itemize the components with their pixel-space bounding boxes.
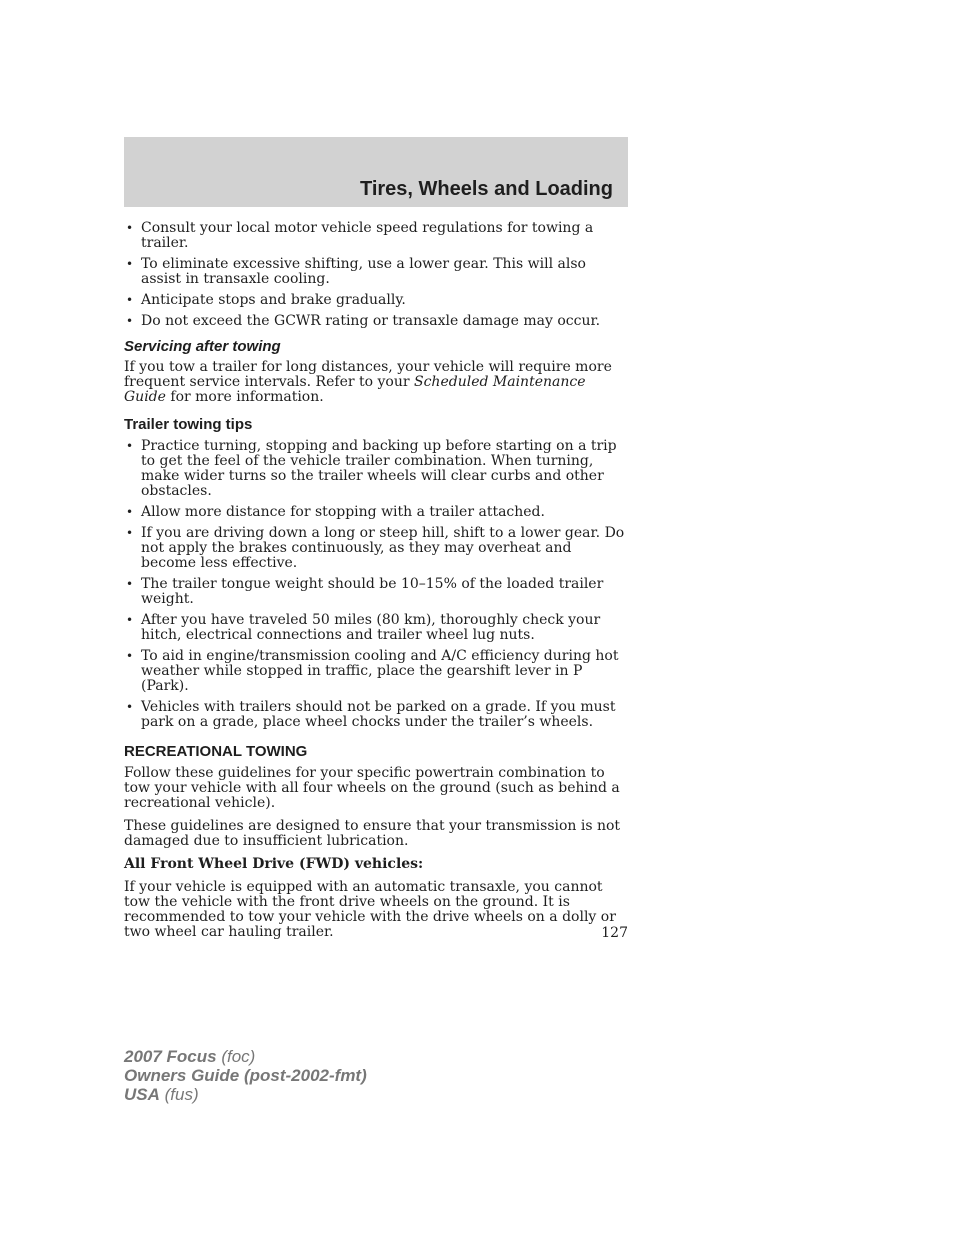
list-item: • After you have traveled 50 miles (80 km), thoroughly check your hitch, electrical connections and trailer wheel lug nuts. <box>126 612 601 643</box>
bullet-icon: • <box>126 505 134 519</box>
bullet-icon: • <box>126 613 134 627</box>
list-item: • Anticipate stops and brake gradually. <box>126 292 406 308</box>
bullet-icon: • <box>126 257 134 271</box>
bullet-list-tips <box>124 439 628 730</box>
bullet-icon: • <box>126 314 134 328</box>
page-content <box>124 221 628 948</box>
maintenance-guide-reference: Scheduled Maintenance Guide <box>124 374 586 405</box>
bullet-icon: • <box>126 700 134 714</box>
list-item: • If you are driving down a long or steep hill, shift to a lower gear. Do not apply the brakes continuously, as they may overheat and become less effective. <box>126 525 625 571</box>
recreational-paragraph-1: Follow these guidelines for your specific powertrain combination to tow your vehicle with all four wheels on the ground (such as behind a recreational vehicle). <box>124 765 620 811</box>
recreational-paragraph-2: These guidelines are designed to ensure that your transmission is not damaged due to insufficient lubrication. <box>124 818 621 849</box>
list-item: • The trailer tongue weight should be 10–15% of the loaded trailer weight. <box>126 576 604 607</box>
bullet-icon: • <box>126 526 134 540</box>
section-header-band <box>124 137 628 207</box>
heading-recreational-towing: RECREATIONAL TOWING <box>124 743 308 760</box>
footer-line-guide: Owners Guide (post-2002-fmt) <box>124 1066 367 1085</box>
bullet-icon: • <box>126 221 134 235</box>
bullet-icon: • <box>126 293 134 307</box>
heading-trailer-towing-tips: Trailer towing tips <box>124 416 253 433</box>
section-title: Tires, Wheels and Loading <box>359 178 613 200</box>
list-item: • Practice turning, stopping and backing up before starting on a trip to get the feel of the vehicle trailer combination. When turning, make wider turns so the trailer wheels will clear curbs and other obstacles. <box>126 438 617 499</box>
fwd-paragraph: If your vehicle is equipped with an automatic transaxle, you cannot tow the vehicle with the front drive wheels on the ground. It is recommended to tow your vehicle with the drive wheels on a dolly or two wheel car hauling trailer. <box>124 879 616 940</box>
footer-line-market: USA (fus) <box>124 1085 199 1104</box>
heading-servicing-after-towing: Servicing after towing <box>124 338 281 355</box>
list-item: • Allow more distance for stopping with a trailer attached. <box>126 504 545 520</box>
list-item: • Consult your local motor vehicle speed regulations for towing a trailer. <box>126 220 594 251</box>
fwd-subheading: All Front Wheel Drive (FWD) vehicles: <box>124 856 424 872</box>
servicing-paragraph: If you tow a trailer for long distances, your vehicle will require more frequent service intervals. Refer to your Scheduled Maintenance Guide for more information. <box>124 359 612 405</box>
list-item: • Do not exceed the GCWR rating or transaxle damage may occur. <box>126 313 601 329</box>
list-item: • Vehicles with trailers should not be parked on a grade. If you must park on a grade, place wheel chocks under the trailer’s wheels. <box>126 699 616 730</box>
bullet-icon: • <box>126 439 134 453</box>
document-footer <box>124 1047 367 1104</box>
page-number: 127 <box>601 925 628 941</box>
bullet-icon: • <box>126 577 134 591</box>
list-item: • To eliminate excessive shifting, use a lower gear. This will also assist in transaxle cooling. <box>126 256 586 287</box>
bullet-list-towing <box>124 221 628 329</box>
bullet-icon: • <box>126 649 134 663</box>
list-item: • To aid in engine/transmission cooling and A/C efficiency during hot weather while stopped in traffic, place the gearshift lever in P (Park). <box>126 648 619 694</box>
footer-line-model: 2007 Focus (foc) <box>124 1047 256 1066</box>
